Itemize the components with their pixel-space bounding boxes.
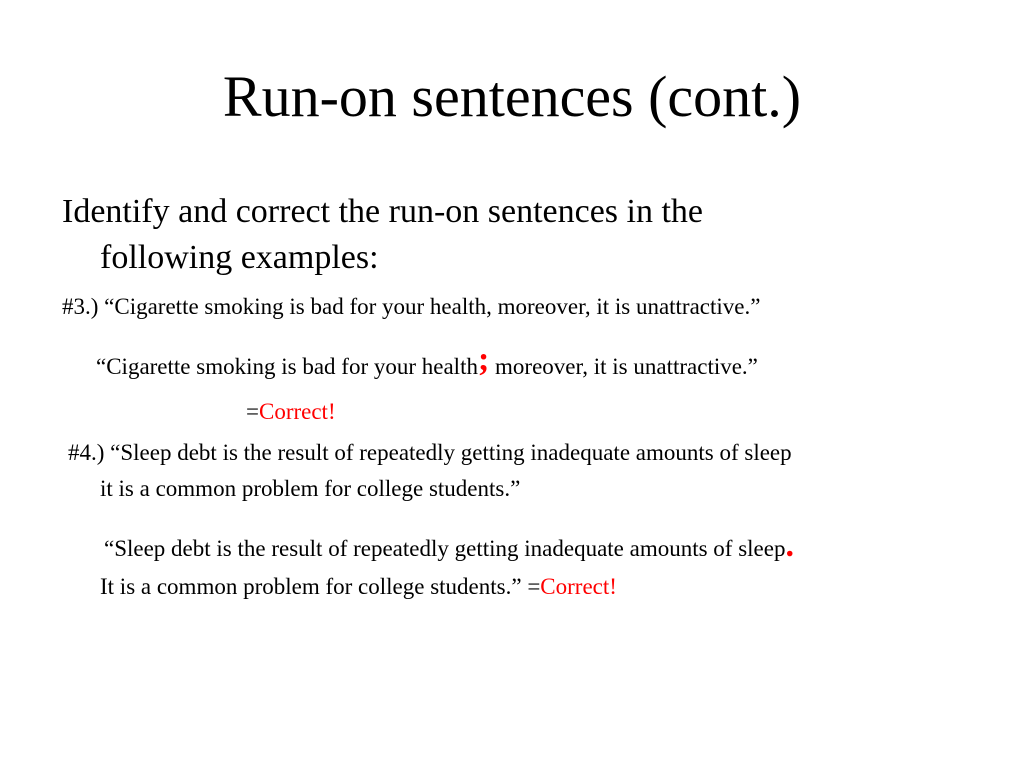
example-4-original-line-1: #4.) “Sleep debt is the result of repeatedly getting inadequate amounts of sleep xyxy=(68,440,792,465)
slide-title: Run-on sentences (cont.) xyxy=(222,64,802,129)
example-4-correction-text-2: It is a common problem for college students.” xyxy=(100,574,528,599)
period-mark: . xyxy=(785,527,794,564)
correct-label: Correct! xyxy=(258,399,336,424)
example-4-correction-line-1 xyxy=(104,527,794,564)
example-4-correction-text: “Sleep debt is the result of repeatedly getting inadequate amounts of sleep xyxy=(104,536,786,561)
example-4-original-line-2: it is a common problem for college students.” xyxy=(100,476,521,501)
correct-label: Correct! xyxy=(540,574,617,599)
instruction-line-2: following examples: xyxy=(100,239,379,276)
example-3-correction-part1: “Cigarette smoking is bad for your health xyxy=(96,354,478,379)
example-3-correction-part2: moreover, it is unattractive.” xyxy=(489,354,758,379)
example-3-original: #3.) “Cigarette smoking is bad for your health, moreover, it is unattractive.” xyxy=(62,294,761,319)
example-3-verdict xyxy=(246,397,336,427)
semicolon-mark: ; xyxy=(477,341,490,378)
example-4-correction-line-2 xyxy=(100,572,617,602)
equals-sign: = xyxy=(527,574,541,599)
instruction-line-1: Identify and correct the run-on sentences in the xyxy=(62,193,704,230)
example-3-correction xyxy=(96,341,758,382)
equals-sign: = xyxy=(246,399,259,424)
